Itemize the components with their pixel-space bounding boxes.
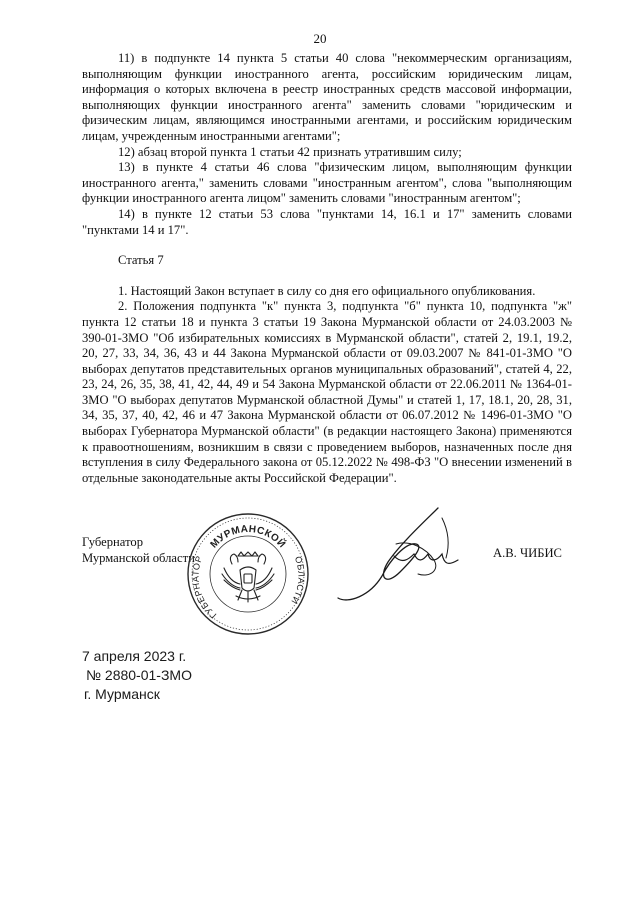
law-city: г. Мурманск bbox=[84, 686, 160, 702]
official-seal bbox=[186, 512, 310, 636]
list-item: 11) в подпункте 14 пункта 5 статьи 40 слова "некоммерческим организациям, выполняющим функции иностранного агента, российским юридическим лицам, информация о которых включена в реестр иностранных средств массовой информации, выполняющих функции иностранного агента" заменить словами "юридическим и физическим лицам, являющимся иностранными агентами, и российским юридическим лицам, учрежденным иностранными агентами"; bbox=[82, 51, 572, 143]
list-item: 13) в пункте 4 статьи 46 слова "физическим лицом, выполняющим функции иностранного агента," заменить словами "иностранным агентом", слова "выполняющим функции иностранного агента лицом" заменить словами "иностранным агентом"; bbox=[82, 160, 572, 206]
document-body bbox=[82, 51, 572, 486]
article-paragraph: 1. Настоящий Закон вступает в силу со дня его официального опубликования. bbox=[118, 283, 536, 298]
signer-position-line: Мурманской области bbox=[82, 551, 195, 565]
svg-text:ОБЛАСТИ bbox=[289, 555, 306, 606]
law-number: № 2880-01-ЗМО bbox=[86, 667, 192, 683]
seal-text-top: МУРМАНСКОЙ bbox=[208, 523, 288, 551]
svg-text:МУРМАНСКОЙ bbox=[209, 524, 289, 551]
seal-text-left: ГУБЕРНАТОР bbox=[190, 554, 219, 621]
signer-position-line: Губернатор bbox=[82, 535, 143, 549]
svg-text:ГУБЕРНАТОР bbox=[190, 554, 218, 620]
page-number: 20 bbox=[313, 31, 327, 46]
double-headed-eagle-icon bbox=[222, 552, 274, 602]
article-paragraph: 2. Положения подпункта "к" пункта 3, подпункта "б" пункта 10, подпункта "ж" пункта 12 статьи 18 и пункта 3 статьи 19 Закона Мурманской области от 24.03.2003 № 390-01-ЗМО "Об избирательных комиссиях в Мурманской области", статей 2, 19.1, 19.2, 20, 27, 33, 34, 36, 43 и 44 Закона Мурманской области от 09.03.2007 № 841-01-ЗМО "О выборах депутатов представительных органов муниципальных образований", статей 4, 22, 23, 24, 26, 35, 38, 41, 42, 44, 49 и 54 Закона Мурманской области от 22.06.2011 № 1364-01-ЗМО "О выборах депутатов Мурманской областной Думы" и статей 1, 17, 18.1, 20, 28, 31, 34, 35, 37, 40, 42, 46 и 47 Закона Мурманской области от 06.07.2012 № 1496-01-ЗМО "О выборах Губернатора Мурманской области" (в редакции настоящего Закона) применяются к правоотношениям, возникшим в связи с проведением выборов, назначенных после дня вступления в силу Федерального закона от 05.12.2022 № 498-ФЗ "О внесении изменений в отдельные законодательные акты Российской Федерации". bbox=[82, 299, 572, 485]
signer-position bbox=[82, 534, 195, 566]
registration-stamp bbox=[82, 647, 192, 704]
seal-text-right: ОБЛАСТИ bbox=[289, 555, 307, 606]
signer-name: А.В. ЧИБИС bbox=[493, 546, 562, 560]
list-item: 14) в пункте 12 статьи 53 слова "пунктами 14, 16.1 и 17" заменить словами "пунктами 14 и 17". bbox=[82, 206, 572, 237]
handwritten-signature bbox=[330, 500, 480, 610]
list-item: 12) абзац второй пункта 1 статьи 42 признать утратившим силу; bbox=[118, 144, 462, 159]
law-date: 7 апреля 2023 г. bbox=[82, 648, 187, 664]
article-heading: Статья 7 bbox=[118, 253, 164, 268]
